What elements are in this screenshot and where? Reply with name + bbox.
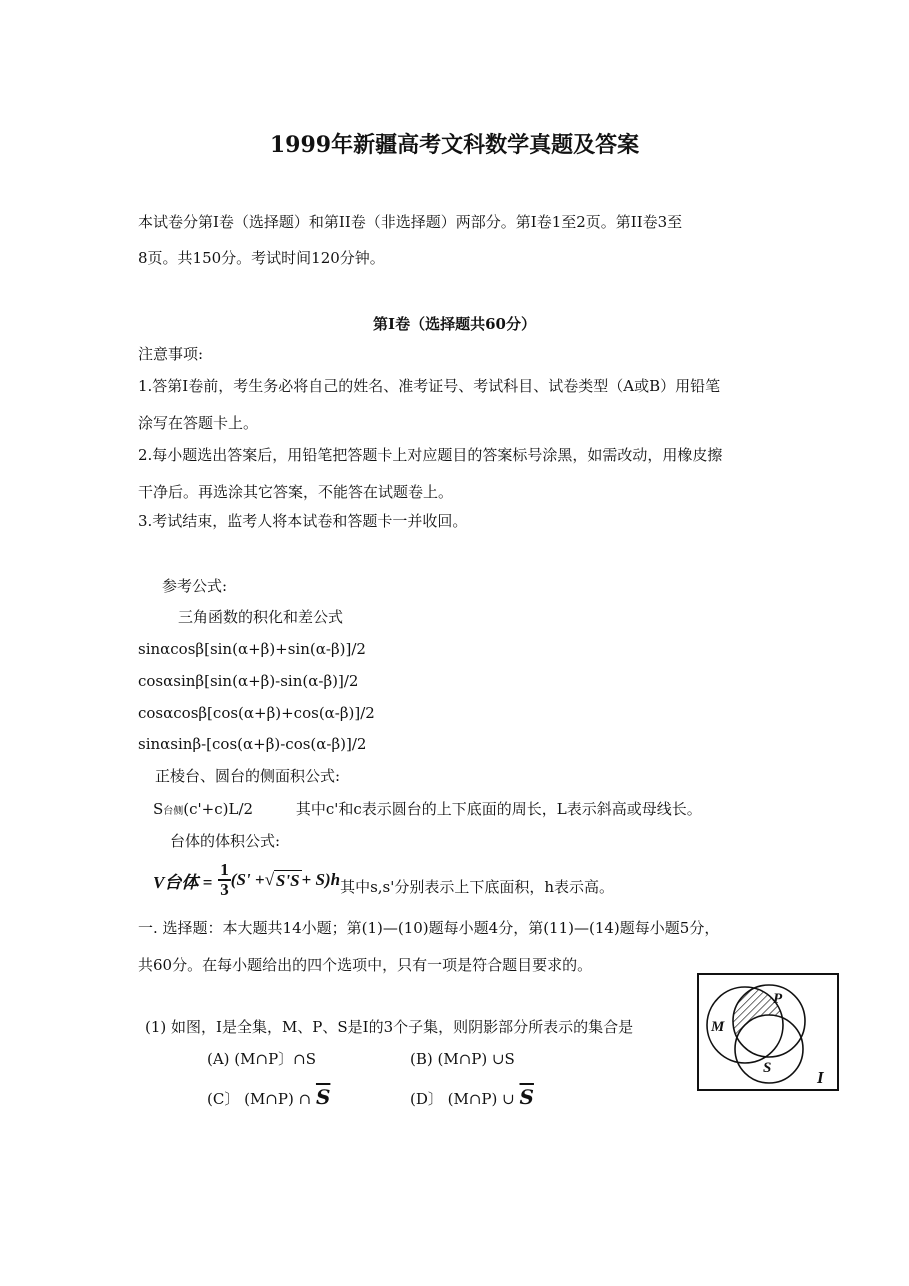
lateral-rest: (c'+c)L/2 — [183, 800, 254, 818]
intro-line-1: 本试卷分第I卷（选择题）和第II卷（非选择题）两部分。第I卷1至2页。第II卷3至 — [138, 213, 683, 231]
volume-desc: 其中s,s'分别表示上下底面积，h表示高。 — [340, 878, 615, 896]
trig-heading: 三角函数的积化和差公式 — [178, 608, 344, 626]
volume-open: (S' + — [230, 870, 265, 889]
lateral-sub: 台侧 — [163, 806, 184, 817]
reference-heading: 参考公式: — [162, 577, 228, 595]
trig-formula: cosαcosβ[cos(α+β)+cos(α-β)]/2 — [138, 704, 375, 722]
intro-line-2: 8页。共150分。考试时间120分钟。 — [138, 249, 385, 267]
trig-formula: sinαsinβ-[cos(α+β)-cos(α-β)]/2 — [138, 735, 367, 753]
question-1-option-d — [410, 1087, 534, 1109]
section-title: 第I卷（选择题共60分） — [373, 315, 536, 333]
option-d-text: (D〕 (M∩P) ∪ — [410, 1090, 515, 1108]
lateral-desc: 其中c'和c表示圆台的上下底面的周长，L表示斜高或母线长。 — [295, 800, 702, 818]
sqrt-sign: √ — [264, 870, 274, 889]
note-line: 涂写在答题卡上。 — [138, 414, 259, 432]
label-i: I — [817, 1068, 824, 1087]
label-p: P — [773, 991, 783, 1007]
s-complement: $\overline{S}$ — [519, 1085, 534, 1109]
notes-heading: 注意事项: — [138, 345, 204, 363]
trig-formula: sinαcosβ[sin(α+β)+sin(α-β)]/2 — [138, 640, 366, 658]
fraction-one-third — [218, 861, 231, 899]
s-complement: $\overline{S}$ — [315, 1085, 331, 1109]
fraction-denominator: 3 — [220, 880, 229, 899]
volume-lhs: V台体 = — [153, 872, 213, 892]
question-1-stem: (1) 如图，I是全集，M、P、S是I的3个子集，则阴影部分所表示的集合是 — [145, 1018, 634, 1036]
lateral-heading: 正棱台、圆台的侧面积公式: — [155, 767, 341, 785]
sqrt-radicand: S'S — [275, 870, 300, 890]
fraction-numerator: 1 — [220, 860, 229, 879]
venn-diagram — [697, 973, 839, 1091]
part1-line-2: 共60分。在每小题给出的四个选项中，只有一项是符合题目要求的。 — [138, 956, 593, 974]
question-1-option-a: (A) (M∩P〕∩S — [207, 1050, 317, 1068]
question-1-option-b: (B) (M∩P) ∪S — [410, 1050, 515, 1068]
note-line: 1.答第I卷前，考生务必将自己的姓名、准考证号、考试科目、试卷类型（A或B）用铅笔 — [138, 377, 721, 395]
note-line: 3.考试结束，监考人将本试卷和答题卡一并收回。 — [138, 512, 468, 530]
volume-close: + S)h — [301, 870, 341, 889]
note-line: 2.每小题选出答案后，用铅笔把答题卡上对应题目的答案标号涂黑，如需改动，用橡皮擦 — [138, 446, 723, 464]
volume-formula — [153, 858, 614, 902]
option-c-text: (C〕 (M∩P) ∩ — [207, 1090, 312, 1108]
trig-formula: cosαsinβ[sin(α+β)-sin(α-β)]/2 — [138, 672, 359, 690]
part1-line-1: 一. 选择题：本大题共14小题；第(1)—(10)题每小题4分，第(11)—(14)题每小题5分， — [138, 919, 720, 937]
lateral-formula — [153, 799, 702, 822]
note-line: 干净后。再选涂其它答案，不能答在试题卷上。 — [138, 483, 454, 501]
page-title: 1999年新疆高考文科数学真题及答案 — [269, 132, 640, 158]
question-1-option-c — [207, 1087, 330, 1109]
lateral-s: S — [153, 800, 164, 818]
label-s: S — [763, 1060, 772, 1076]
label-m: M — [711, 1019, 725, 1035]
volume-heading: 台体的体积公式: — [170, 832, 281, 850]
